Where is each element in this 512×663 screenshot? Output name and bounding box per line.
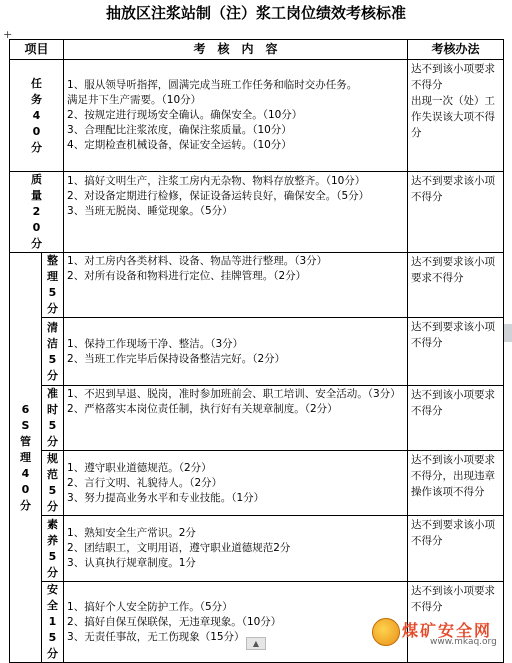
- row-label: 素养5分: [42, 516, 64, 582]
- sixs-label: 6S管理40分: [10, 253, 42, 663]
- assessment-table: [9, 39, 504, 663]
- row-label: 质量20分: [10, 172, 64, 253]
- row-content: 1、熟知安全生产常识。2分 2、团结职工，文明用语，遵守职业道德规范2分 3、认真执行规章制度。1分: [64, 516, 408, 582]
- header-method: 考核办法: [408, 40, 504, 60]
- row-content: 1、保持工作现场干净、整洁。（3分） 2、当班工作完毕后保持设备整洁完好。（2分）: [64, 318, 408, 386]
- row-method: 达不到该小项要求不得分 出现一次（处）工作失误该大项不得分: [408, 60, 504, 172]
- row-content: 1、服从领导听指挥，圆满完成当班工作任务和临时交办任务。 满足井下生产需要。（10分） 2、按规定进行现场安全确认。确保安全。（10分） 3、合理配比注浆浓度，确保注浆质量。（10分） 4、定期检查机械设备，保证安全运转。（10分）: [64, 60, 408, 172]
- table-row: [10, 516, 504, 582]
- row-method: 达不到要求该小项要求不得分: [408, 253, 504, 318]
- row-label: 清洁5分: [42, 318, 64, 386]
- watermark-text: 煤矿安全网: [402, 621, 493, 640]
- row-content: 1、遵守职业道德规范。（2分） 2、言行文明、礼貌待人。（2分） 3、努力提高业务水平和专业技能。（1分）: [64, 451, 408, 516]
- header-content: 考 核 内 容: [64, 40, 408, 60]
- table-row: [10, 253, 504, 318]
- row-label: 整理5分: [42, 253, 64, 318]
- watermark-url: www.mkaq.org: [430, 637, 497, 647]
- row-method: 达不到要求该小项不得分: [408, 516, 504, 582]
- table-anchor-icon[interactable]: +: [3, 28, 13, 41]
- row-content: 1、对工房内各类材料、设备、物品等进行整理。（3分） 2、对所有设备和物料进行定位、挂牌管理。（2分）: [64, 253, 408, 318]
- row-method: 达不到该小项要求不得分: [408, 582, 504, 663]
- watermark-logo-icon: [372, 618, 400, 646]
- page-title: 抽放区注浆站制（注）浆工岗位绩效考核标准: [105, 4, 406, 22]
- table-row: [10, 60, 504, 172]
- scroll-marker[interactable]: [504, 324, 512, 342]
- row-label: 准时5分: [42, 386, 64, 451]
- header-row: [10, 40, 504, 60]
- row-content: 1、搞好个人安全防护工作。（5分） 2、搞好自保互保联保，无违章现象。（10分） 3、无责任事故，无工伤现象（15分）: [64, 582, 408, 663]
- row-label: 安全15分: [42, 582, 64, 663]
- row-content: 1、不迟到早退、脱岗，准时参加班前会、职工培训、安全活动。（3分） 2、严格落实本岗位责任制，执行好有关规章制度。（2分）: [64, 386, 408, 451]
- row-method: 达不到要求该小项不得分: [408, 318, 504, 386]
- table-row: [10, 172, 504, 253]
- table-row: [10, 451, 504, 516]
- header-item: 项目: [10, 40, 64, 60]
- row-method: 达不到该小项要求不得分，出现违章操作该项不得分: [408, 451, 504, 516]
- site-watermark: [372, 618, 508, 650]
- row-label: 规范5分: [42, 451, 64, 516]
- table-row: [10, 386, 504, 451]
- row-method: 达不到该小项要求不得分: [408, 386, 504, 451]
- row-method: 达不到要求该小项不得分: [408, 172, 504, 253]
- page-nav-button[interactable]: ▲: [246, 637, 266, 650]
- row-content: 1、搞好文明生产，注浆工房内无杂物、物料存放整齐。（10分） 2、对设备定期进行检修，保证设备运转良好，确保安全。（5分） 3、当班无脱岗、睡觉现象。（5分）: [64, 172, 408, 253]
- row-label: 任务40分: [10, 60, 64, 172]
- table-row: [10, 318, 504, 386]
